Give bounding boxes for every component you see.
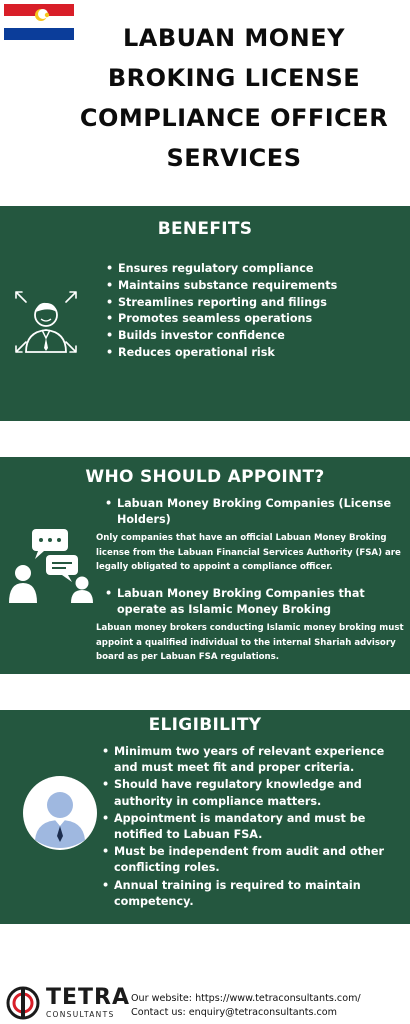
eligibility-panel (0, 710, 410, 924)
employee-arrows-icon (12, 288, 80, 356)
list-item: • Builds investor confidence (106, 328, 406, 345)
tetra-emblem-icon (6, 986, 40, 1020)
benefits-heading: BENEFITS (157, 219, 253, 239)
page-title (64, 18, 404, 178)
who-heading: WHO SHOULD APPOINT? (85, 467, 325, 487)
benefits-panel (0, 206, 410, 421)
title-line: COMPLIANCE OFFICER (79, 104, 389, 132)
benefits-list (106, 261, 406, 362)
eligibility-list (102, 744, 406, 911)
list-item: • Ensures regulatory compliance (106, 261, 406, 278)
title-line: BROKING LICENSE (107, 64, 361, 92)
eligibility-heading: ELIGIBILITY (148, 715, 262, 735)
list-item: • Streamlines reporting and filings (106, 295, 406, 312)
who-item-text: Labuan money brokers conducting Islamic money broking must appoint a qualified individual to the internal Shariah advisory board as per Labuan FSA regulations. (96, 623, 404, 662)
who-item-title: • Labuan Money Broking Companies (License Holders) (96, 496, 406, 528)
who-should-appoint-panel (0, 457, 410, 674)
title-line: SERVICES (166, 144, 302, 172)
logo-main-text: TETRA (46, 985, 131, 1010)
who-item-title: • Labuan Money Broking Companies that operate as Islamic Money Broking (96, 586, 406, 618)
contact-email-link[interactable]: Contact us: enquiry@tetraconsultants.com (131, 1007, 338, 1018)
list-item: • Maintains substance requirements (106, 278, 406, 295)
list-item: • Annual training is required to maintain competency. (102, 878, 406, 910)
website-link[interactable]: Our website: https://www.tetraconsultants.com/ (131, 993, 361, 1004)
list-item: • Should have regulatory knowledge and authority in compliance matters. (102, 777, 406, 809)
list-item: • Appointment is mandatory and must be notified to Labuan FSA. (102, 811, 406, 843)
logo-sub-text: CONSULTANTS (46, 1010, 115, 1019)
who-item-text: Only companies that have an official Labuan Money Broking license from the Labuan Financial Services Authority (FSA) are legally obligated to appoint a compliance officer. (96, 533, 401, 572)
list-item: • Reduces operational risk (106, 345, 406, 362)
list-item: • Promotes seamless operations (106, 311, 406, 328)
people-chat-icon (6, 527, 96, 605)
who-item-islamic-broking (96, 586, 406, 665)
list-item: • Must be independent from audit and other conflicting roles. (102, 844, 406, 876)
list-item: • Minimum two years of relevant experience and must meet fit and proper criteria. (102, 744, 406, 776)
businessman-avatar-icon (23, 776, 97, 850)
title-line: LABUAN MONEY (122, 24, 346, 52)
who-item-license-holders (96, 496, 406, 575)
footer-contact (131, 992, 361, 1020)
